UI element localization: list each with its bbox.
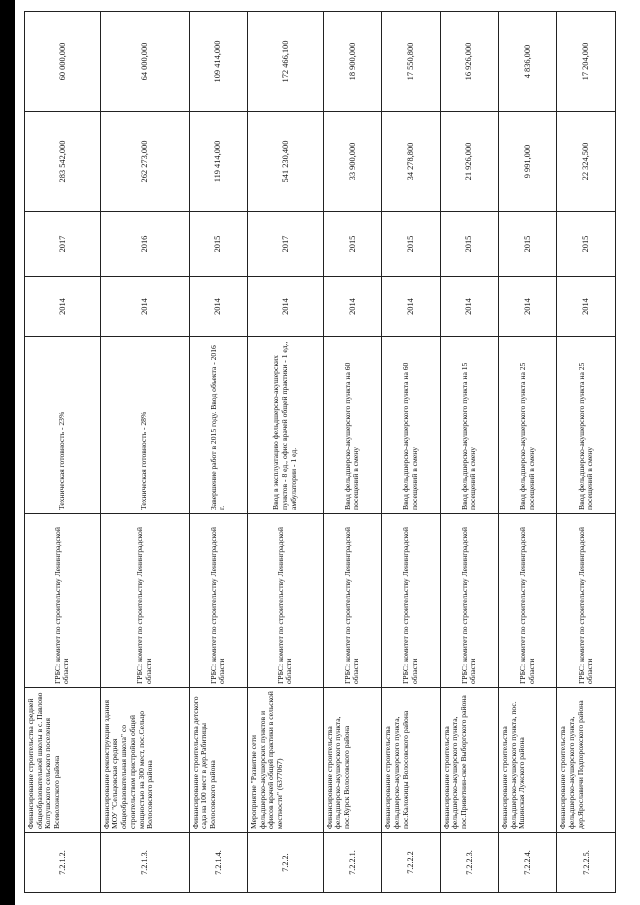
measure-name: Финансирование строительства фельдшерско-акушерского пункта, пос.Курск Волосовского района	[323, 688, 381, 833]
funding-amount: 17 550,800	[382, 12, 440, 112]
measure-name: Финансирование строительства фельдшерско-акушерского пункта, пос. Мшинская Лужского района	[499, 688, 557, 833]
start-year: 2014	[100, 277, 189, 337]
table-row	[382, 12, 440, 893]
grbs-cell: ГРБС: комитет по строительству Ленинградской области	[499, 514, 557, 688]
start-year: 2014	[499, 277, 557, 337]
funding-amount: 60 000,000	[25, 12, 101, 112]
end-year: 2017	[247, 212, 323, 277]
start-year: 2014	[189, 277, 247, 337]
expected-result: Ввод фельдшерско-акушерского пункта на 60 посещений в смену	[382, 337, 440, 514]
measure-name: Финансирование реконструкции здания МОУ "Сельцовская средняя общеобразовательная школа" со строительством пристройки общей мощностью на 300 мест, пос.Сельцо Волосовского района	[100, 688, 189, 833]
total-cost: 34 278,800	[382, 112, 440, 212]
grbs-cell: ГРБС: комитет по строительству Ленинградской области	[25, 514, 101, 688]
measure-name: Финансирование строительства фельдшерско-акушерского пункта, пос.Каложицы Волосовского района	[382, 688, 440, 833]
expected-result: Завершение работ в 2015 году. Ввод объекта - 2016 г.	[189, 337, 247, 514]
end-year: 2015	[440, 212, 498, 277]
grbs-cell: ГРБС: комитет по строительству Ленинградской области	[189, 514, 247, 688]
scan-black-edge	[0, 0, 15, 905]
start-year: 2014	[440, 277, 498, 337]
row-number: 7.2.2.	[247, 833, 323, 893]
funding-amount: 16 926,000	[440, 12, 498, 112]
expected-result: Ввод в эксплуатацию фельдшерско-акушерских пунктов - 8 ед., офис врачей общей практики - 1 ед., амбулатории - 1 ед.	[247, 337, 323, 514]
funding-amount: 17 204,000	[557, 12, 616, 112]
measure-name: Финансирование строительства средней общеобразовательной школы в с. Павлово Колтушского сельского поселения Всеволожского района	[25, 688, 101, 833]
end-year: 2016	[100, 212, 189, 277]
end-year: 2015	[557, 212, 616, 277]
expected-result: Ввод фельдшерско-акушерского пункта на 15 посещений в смену	[440, 337, 498, 514]
total-cost: 262 273,000	[100, 112, 189, 212]
row-number: 7.2.2.1.	[323, 833, 381, 893]
measure-name: Финансирование строительства фельдшерско-акушерского пункта, дер.Ярославичи Подпорожского района	[557, 688, 616, 833]
start-year: 2014	[323, 277, 381, 337]
start-year: 2014	[25, 277, 101, 337]
expected-result: Ввод фельдшерско-акушерского пункта на 25 посещений в смену	[557, 337, 616, 514]
end-year: 2015	[499, 212, 557, 277]
row-number: 7.2.2.3.	[440, 833, 498, 893]
total-cost: 541 230,400	[247, 112, 323, 212]
funding-amount: 4 836,000	[499, 12, 557, 112]
row-number: 7.2.2.5.	[557, 833, 616, 893]
table-row	[100, 12, 189, 893]
funding-amount: 172 466,100	[247, 12, 323, 112]
start-year: 2014	[382, 277, 440, 337]
funding-amount: 64 000,000	[100, 12, 189, 112]
total-cost: 9 991,000	[499, 112, 557, 212]
funding-amount: 18 900,000	[323, 12, 381, 112]
grbs-cell: ГРБС: комитет по строительству Ленинградской области	[382, 514, 440, 688]
total-cost: 22 324,500	[557, 112, 616, 212]
row-number: 7.2.1.4.	[189, 833, 247, 893]
end-year: 2015	[189, 212, 247, 277]
end-year: 2015	[323, 212, 381, 277]
table-row	[247, 12, 323, 893]
total-cost: 283 542,000	[25, 112, 101, 212]
table-row	[25, 12, 101, 893]
table-row	[499, 12, 557, 893]
total-cost: 119 414,000	[189, 112, 247, 212]
table-row	[440, 12, 498, 893]
grbs-cell: ГРБС: комитет по строительству Ленинградской области	[440, 514, 498, 688]
expected-result: Техническая готовность - 28%	[100, 337, 189, 514]
grbs-cell: ГРБС: комитет по строительству Ленинградской области	[247, 514, 323, 688]
table-row	[189, 12, 247, 893]
total-cost: 21 926,000	[440, 112, 498, 212]
expected-result: Ввод фельдшерско-акушерского пункта на 25 посещений в смену	[499, 337, 557, 514]
table-row	[323, 12, 381, 893]
table-row	[557, 12, 616, 893]
grbs-cell: ГРБС: комитет по строительству Ленинградской области	[323, 514, 381, 688]
program-measures-table	[24, 11, 616, 893]
row-number: 7.2.2.4.	[499, 833, 557, 893]
row-number: 7.2.1.2.	[25, 833, 101, 893]
row-number: 7.2.2.2	[382, 833, 440, 893]
start-year: 2014	[557, 277, 616, 337]
end-year: 2015	[382, 212, 440, 277]
measure-name: Мероприятие "Развитие сети фельдшерско-акушерских пунктов и офисов врачей общей практики в сельской местности" (6377067)	[247, 688, 323, 833]
rotated-document	[24, 12, 616, 893]
row-number: 7.2.1.3.	[100, 833, 189, 893]
funding-amount: 109 414,000	[189, 12, 247, 112]
start-year: 2014	[247, 277, 323, 337]
total-cost: 33 900,000	[323, 112, 381, 212]
grbs-cell: ГРБС: комитет по строительству Ленинградской области	[557, 514, 616, 688]
measure-name: Финансирование строительства фельдшерско-акушерского пункта, пос.Приветнин-ское Выборгского района	[440, 688, 498, 833]
grbs-cell: ГРБС: комитет по строительству Ленинградской области	[100, 514, 189, 688]
scanned-page	[24, 12, 616, 893]
end-year: 2017	[25, 212, 101, 277]
measure-name: Финансирование строительства детского сада на 100 мест в дер.Рабитицы Волосовского района	[189, 688, 247, 833]
expected-result: Техническая готовность - 23%	[25, 337, 101, 514]
expected-result: Ввод фельдшерско-акушерского пункта на 60 посещений в смену	[323, 337, 381, 514]
